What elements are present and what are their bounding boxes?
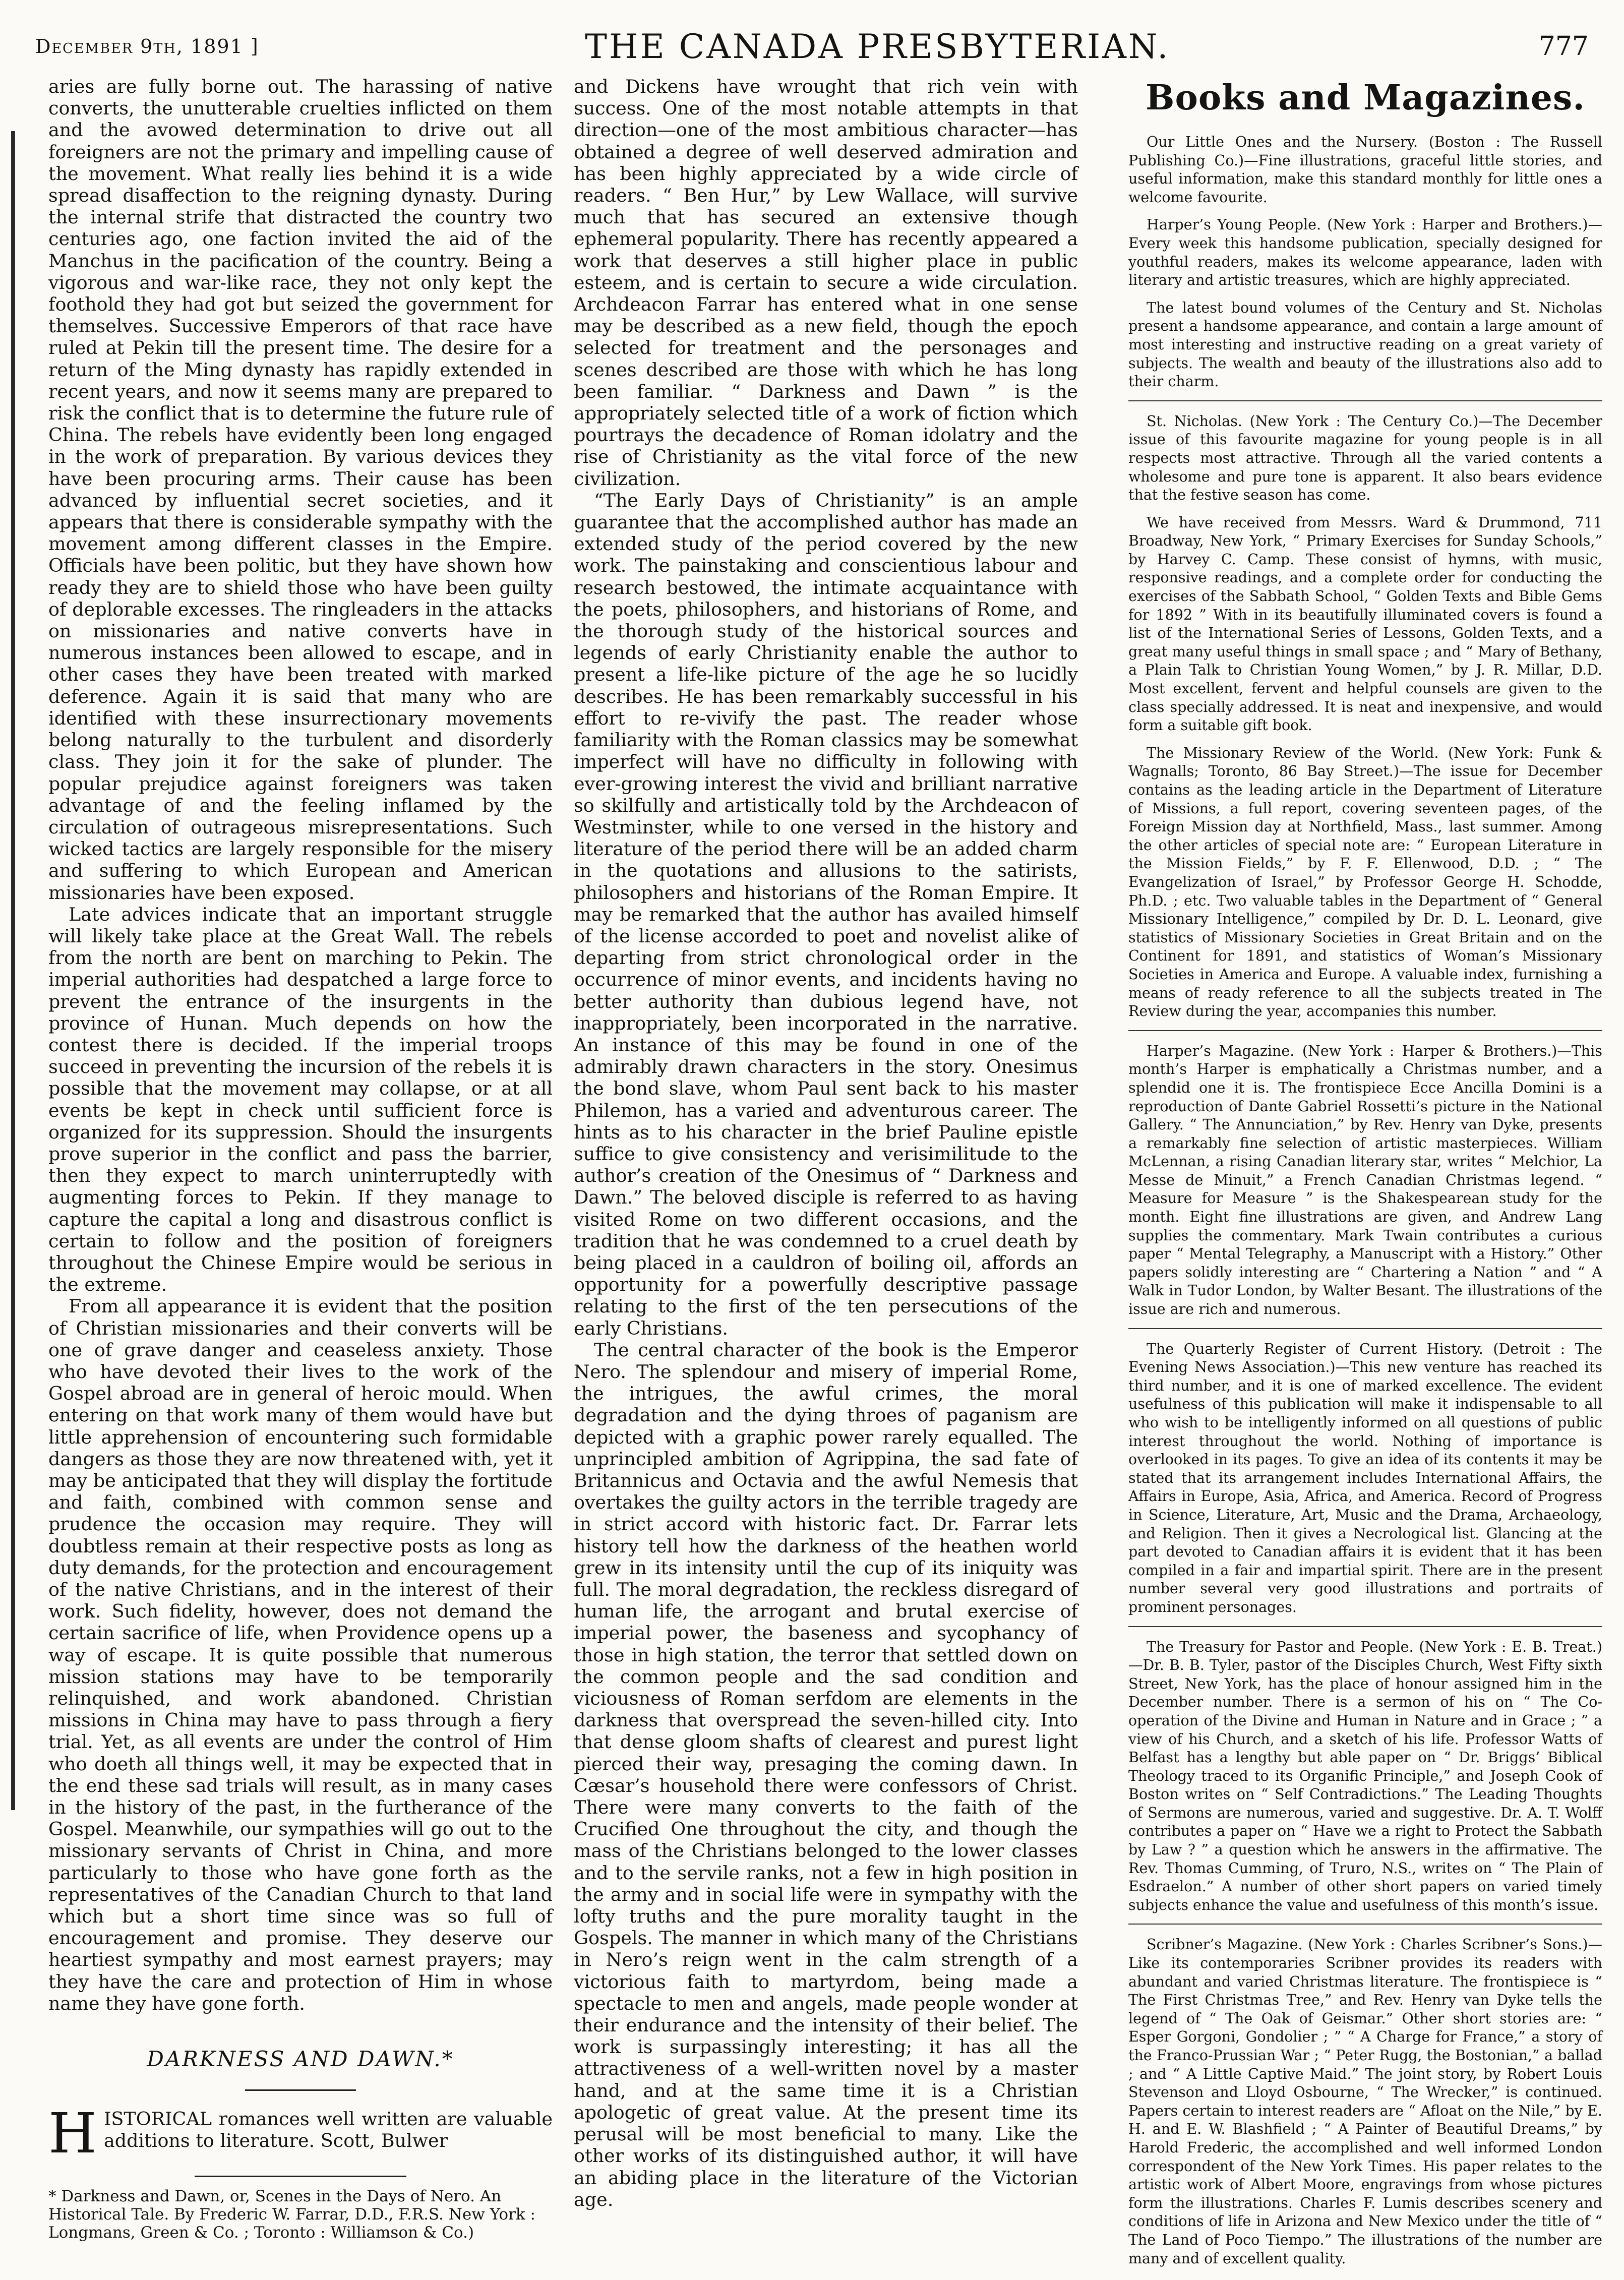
magazine-review: We have received from Messrs. Ward & Drummond, 711 Broadway, New York, “ Primary Exercises for Sunday Schools,” by Harvey C. Camp. These consist of hymns, with music, responsive readings, and a complete order for conducting the exercises of the Sabbath School, “ Golden Texts and Bible Gems for 1892 ” With in its beautifully illuminated covers is found a list of the International Series of Lessons, Golden Texts, and a great many useful things in small space ; and “ Mary of Bethany, a Plain Talk to Christian Young Women,” by J. R. Millar, D.D. Most excellent, fervent and helpful counsels are given to the class specially addressed. It is neat and inexpensive, and would form a suitable gift book. bbox=[1128, 514, 1602, 734]
review-divider bbox=[1128, 1030, 1602, 1031]
newspaper-title: THE CANADA PRESBYTERIAN. bbox=[585, 27, 1170, 66]
magazine-review: Our Little Ones and the Nursery. (Boston : The Russell Publishing Co.)—Fine illustrations, graceful little stories, and useful information, make this standard monthly for little ones a welcome favourite. bbox=[1128, 134, 1602, 206]
title-rule bbox=[245, 2089, 356, 2091]
footnote-rule bbox=[195, 2176, 406, 2177]
page-number: 777 bbox=[1538, 31, 1589, 62]
review-divider bbox=[1128, 400, 1602, 401]
intro-text: romances well written are valuable additions to literature. Scott, Bulwer bbox=[103, 2108, 553, 2152]
section-heading: Books and Magazines. bbox=[1145, 78, 1586, 118]
article-intro bbox=[48, 2101, 553, 2166]
column-3 bbox=[1128, 76, 1602, 2277]
editorial-paragraph: aries are fully borne out. The harassing of native converts, the unutterable cruelties inflicted on them and the avowed determination to drive out all foreigners are not the primary and impelling cause of the movement. What really lies behind it is a wide spread disaffection to the reigning dynasty. During the internal strife that distracted the country two centuries ago, one faction invited the aid of the Manchus in the pacification of the country. Being a vigorous and war-like race, they not only kept the foothold they had got but seized the government for themselves. Successive Emperors of that race have ruled at Pekin till the present time. The desire for a return of the Ming dynasty has rapidly extended in recent years, and now it seems many are prepared to risk the conflict that is to determine the future rule of China. The rebels have evidently been long engaged in the work of preparation. By various devices they have been procuring arms. Their cause has been advanced by influential secret societies, and it appears that there is considerable sympathy with the movement among different classes in the Empire. Officials have been politic, but they have shown how ready they are to shield those who have been guilty of deplorable excesses. The ringleaders in the attacks on missionaries and native converts have in numerous instances been allowed to escape, and in other cases they have been treated with marked deference. Again it is said that many who are identified with these insurrectionary movements belong naturally to the turbulent and disorderly class. They join it for the sake of plunder. The popular prejudice against foreigners was taken advantage of and the feeling inflamed by the circulation of outrageous misrepresentations. Such wicked tactics are largely responsible for the misery and suffering to which European and American missionaries have been exposed. bbox=[48, 76, 553, 904]
column-1 bbox=[48, 76, 553, 2242]
magazine-review: The latest bound volumes of the Century and St. Nicholas present a handsome appearance, and contain a large amount of most interesting and instructive reading on a great variety of subjects. The wealth and beauty of the illustrations also add to their charm. bbox=[1128, 299, 1602, 390]
article-title: DARKNESS AND DAWN.* bbox=[147, 2047, 454, 2072]
magazine-review: Scribner’s Magazine. (New York : Charles Scribner’s Sons.)—Like its contemporaries Scribner provides its readers with abundant and varied Christmas literature. The frontispiece is “ The First Christmas Tree,” and Rev. Henry van Dyke tells the legend of “ The Oak of Geismar.” Other short stories are: “ Esper Gorgoni, Gondolier ; ” “ A Charge for France,” a story of the Franco-Prussian War ; “ Peter Rugg, the Bostonian,” a ballad ; and “ A Little Captive Maid.” The joint story, by Robert Louis Stevenson and Lloyd Osbourne, “ The Wrecker,” is continued. Papers certain to interest readers are “ Afloat on the Nile,” by E. H. and E. W. Blashfield ; “ A Painter of Beautiful Dreams,” by Harold Frederic, the accomplished and well informed London correspondent of the New York Times. His paper relates to the artistic work of Albert Moore, engravings from whose pictures form the illustrations. Charles F. Lumis describes scenery and conditions of life in Arizona and New Mexico under the title of “ The Land of Poco Tiempo.” The illustrations of the number are many and of excellent quality. bbox=[1128, 1936, 1602, 2267]
footnote: * Darkness and Dawn, or, Scenes in the Days of Nero. An Historical Tale. By Frederic W. Farrar, D.D., F.R.S. New York : Longmans, Green & Co. ; Toronto : Williamson & Co.) bbox=[48, 2187, 535, 2242]
issue-date: December 9th, 1891 ] bbox=[35, 35, 259, 57]
intro-smallcaps: ISTORICAL bbox=[103, 2108, 212, 2130]
page-header bbox=[0, 27, 1624, 66]
review-paragraph: The central character of the book is the Emperor Nero. The splendour and misery of imperial Rome, the intrigues, the awful crimes, the moral degradation and the dying throes of paganism are depicted with a graphic power rarely equalled. The unprincipled ambition of Agrippina, the sad fate of Britannicus and Octavia and the awful Nemesis that overtakes the guilty actors in the terrible tragedy are in strict accord with historic fact. Dr. Farrar lets history tell how the darkness of the heathen world grew in its intensity until the cup of its iniquity was full. The moral degradation, the reckless disregard of human life, the arrogant and brutal exercise of imperial power, the baseness and sycophancy of those in high station, the terror that settled down on the common people and the sad condition and viciousness of Roman serfdom are elements in the darkness that overspread the seven-hilled city. Into that dense gloom shafts of clearest and purest light pierced their way, presaging the coming dawn. In Cæsar’s household there were confessors of Christ. There were many converts to the faith of the Crucified One throughout the city, and though the mass of the Christians belonged to the lower classes and to the servile ranks, not a few in high position in the army and in social life were in sympathy with the lofty truths and the pure morality taught in the Gospels. The manner in which many of the Christians in Nero’s reign went in the calm strength of a victorious faith to martyrdom, being made a spectacle to men and angels, made people wonder at their endurance and the intensity of their belief. The work is surpassingly interesting; it has all the attractiveness of a well-written novel by a master hand, and at the same time it is a Christian apologetic of great value. At the present time its perusal will be most beneficial to many. Like the other works of its distinguished author, it will have an abiding place in the literature of the Victorian age. bbox=[574, 1339, 1078, 2210]
magazine-review: The Treasury for Pastor and People. (New York : E. B. Treat.)—Dr. B. B. Tyler, pastor of the Disciples Church, West Fifty sixth Street, New York, has the place of honour assigned him in the December number. There is a sermon of his on “ The Co-operation of the Divine and Human in Nature and in Grace ; ” a view of his Church, and a sketch of his life. Professor Watts of Belfast has a lengthy but able paper on “ Dr. Briggs’ Biblical Theology traced to its Organific Principle,” and Joseph Cook of Boston writes on “ Self Contradictions.” The Leading Thoughts of Sermons are numerous, varied and suggestive. Dr. A. T. Wolff contributes a paper on “ Have we a right to Protect the Sabbath by Law ? ” a question which he answers in the affirmative. The Rev. Thomas Cumming, of Truro, N.S., writes on “ The Plain of Esdraelon.” A number of other short papers on varied timely subjects enhance the value and usefulness of this month’s issue. bbox=[1128, 1638, 1602, 1913]
magazine-review: Harper’s Magazine. (New York : Harper & Brothers.)—This month’s Harper is emphatically a Christmas number, and a splendid one it is. The frontispiece Ecce Ancilla Domini is a reproduction of Dante Gabriel Rossetti’s picture in the National Gallery. “ The Annunciation,” by Rev. Henry van Dyke, presents a remarkably fine selection of artistic masterpieces. William McLennan, a rising Canadian literary star, writes “ Melchior, La Messe de Minuit,” a French Canadian Christmas legend. “ Measure for Measure ” is the Shakespearean study for the month. Eight fine illustrations are given, and Andrew Lang supplies the commentary. Mark Twain contributes a curious paper “ Mental Telegraphy, a Manuscript with a History.” Other papers solidly interesting are “ Chartering a Nation ” and “ A Walk in Tudor London, by Walter Besant. The illustrations of the issue are rich and numerous. bbox=[1128, 1042, 1602, 1318]
magazine-review: Harper’s Young People. (New York : Harper and Brothers.)—Every week this handsome publication, specially designed for youthful readers, makes its welcome appearance, laden with literary and artistic treasures, which are highly appreciated. bbox=[1128, 216, 1602, 289]
review-divider bbox=[1128, 1626, 1602, 1627]
editorial-paragraph: From all appearance it is evident that the position of Christian missionaries and their converts will be one of grave danger and ceaseless anxiety. Those who have devoted their lives to the work of the Gospel abroad are in general of heroic mould. When entering on that work many of them would have but little apprehension of encountering such formidable dangers as those they are now threatened with, yet it may be anticipated that they will display the fortitude and faith, combined with common sense and prudence the occasion may require. They will doubtless remain at their respective posts as long as duty demands, for the protection and encouragement of the native Christians, and in the interest of their work. Such fidelity, however, does not demand the certain sacrifice of life, when Providence opens up a way of escape. It is quite possible that numerous mission stations may have to be temporarily relinquished, and work abandoned. Christian missions in China may have to pass through a fiery trial. Yet, as all events are under the control of Him who doeth all things well, it may be expected that in the end these sad trials will result, as in many cases in the history of the past, in the furtherance of the Gospel. Meanwhile, our sympathies will go out to the missionary servants of Christ in China, and more particularly to those who have gone forth as the representatives of the Canadian Church to that land which but a short time since was so full of encouragement and promise. They deserve our heartiest sympathy and most earnest prayers; may they have the care and protection of Him in whose name they have gone forth. bbox=[48, 1295, 553, 2014]
magazine-review: St. Nicholas. (New York : The Century Co.)—The December issue of this favourite magazine for young people is in all respects most attractive. Through all the varied contents a wholesome and pure tone is apparent. It also bears evidence that the festive season has come. bbox=[1128, 412, 1602, 504]
magazine-review: The Missionary Review of the World. (New York: Funk & Wagnalls; Toronto, 86 Bay Street.)—The issue for December contains as the leading article in the Department of Literature of Missions, a full report, covering seventeen pages, of the Foreign Mission day at Northfield, Mass., last summer. Among the other articles of special note are: “ European Literature in the Mission Fields,” by F. F. Ellenwood, D.D. ; “ The Evangelization of Israel,” by Professor George H. Schodde, Ph.D. ; etc. Two valuable tables in the Department of “ General Missionary Intelligence,” compiled by Dr. D. L. Leonard, give statistics of Missionary Societies in Great Britain and on the Continent for 1891, and statistics of Woman’s Missionary Societies in America and Europe. A valuable index, furnishing a means of ready reference to all the subjects treated in The Review during the year, accompanies this number. bbox=[1128, 744, 1602, 1020]
drop-cap: H bbox=[48, 2101, 97, 2166]
column-2 bbox=[574, 76, 1078, 2210]
review-paragraph: “The Early Days of Christianity” is an ample guarantee that the accomplished author has made an extended study of the period covered by the new work. The painstaking and conscientious labour and research bestowed, the intimate acquaintance with the poets, philosophers, and historians of Rome, and the thorough study of the historical sources and legends of early Christianity enable the author to present a life-like picture of the age he so lucidly describes. He has been remarkably successful in his effort to re-vivify the past. The reader whose familiarity with the Roman classics may be somewhat imperfect will have no difficulty in following with ever-growing interest the vivid and brilliant narrative so skilfully and artistically told by the Archdeacon of Westminster, while to one versed in the history and literature of the period there will be an added charm in the quotations and allusions to the satirists, philosophers and historians of the Roman Empire. It may be remarked that the author has availed himself of the license accorded to poet and novelist alike of departing from strict chronological order in the occurrence of minor events, and incidents having no better authority than dubious legend have, not inappropriately, been incorporated in the narrative. An instance of this may be found in one of the admirably drawn characters in the story. Onesimus the bond slave, whom Paul sent back to his master Philemon, has a varied and adventurous career. The hints as to his character in the brief Pauline epistle suffice to give consistency and verisimilitude to the author’s creation of the Onesimus of “ Darkness and Dawn.” The beloved disciple is referred to as having visited Rome on two different occasions, and the tradition that he was condemned to a cruel death by being placed in a cauldron of boiling oil, affords an opportunity for a powerfully descriptive passage relating to the first of the ten persecutions of the early Christians. bbox=[574, 489, 1078, 1339]
margin-bar bbox=[11, 131, 15, 1810]
review-divider bbox=[1128, 1328, 1602, 1329]
magazine-review: The Quarterly Register of Current History. (Detroit : The Evening News Association.)—This new venture has reached its third number, and it is one of marked excellence. The evident usefulness of this publication will make it indispensable to all who wish to be intelligently informed on all questions of public interest throughout the world. Nothing of importance is overlooked in its pages. To give an idea of its contents it may be stated that its arrangement includes International Affairs, the Affairs in Europe, Asia, Africa, and America. Record of Progress in Science, Literature, Art, Music and the Drama, Archaeology, and Religion. Then it gives a Necrological list. Glancing at the part devoted to Canadian affairs it is evident that it has been compiled in a fair and impartial spirit. There are in the present number several very good illustrations and portraits of prominent personages. bbox=[1128, 1340, 1602, 1615]
editorial-paragraph: Late advices indicate that an important struggle will likely take place at the Great Wall. The rebels from the north are bent on marching to Pekin. The imperial authorities had despatched a large force to prevent the entrance of the insurgents in the province of Hunan. Much depends on how the contest there is decided. If the imperial troops succeed in preventing the incursion of the rebels it is possible that the movement may collapse, or at all events be kept in check until sufficient force is organized for its suppression. Should the insurgents prove superior in the conflict and pass the barrier, then they expect to march uninterruptedly with augmenting forces to Pekin. If they manage to capture the capital a long and disastrous conflict is certain to follow and the position of foreigners throughout the Chinese Empire would be serious in the extreme. bbox=[48, 903, 553, 1296]
review-paragraph: and Dickens have wrought that rich vein with success. One of the most notable attempts in that direction—one of the most ambitious character—has obtained a degree of well deserved admiration and has been highly appreciated by a wide circle of readers. “ Ben Hur,” by Lew Wallace, will survive much that has secured an extensive though ephemeral popularity. There has recently appeared a work that deserves a still higher place in public esteem, and is certain to secure a wide circulation. Archdeacon Farrar has entered what in one sense may be described as a new field, though the epoch selected for treatment and the personages and scenes described are those with which he has long been familiar. “ Darkness and Dawn ” is the appropriately selected title of a work of fiction which pourtrays the decadence of Roman idolatry and the rise of Christianity as the vital force of the new civilization. bbox=[574, 76, 1078, 490]
review-divider bbox=[1128, 1924, 1602, 1925]
